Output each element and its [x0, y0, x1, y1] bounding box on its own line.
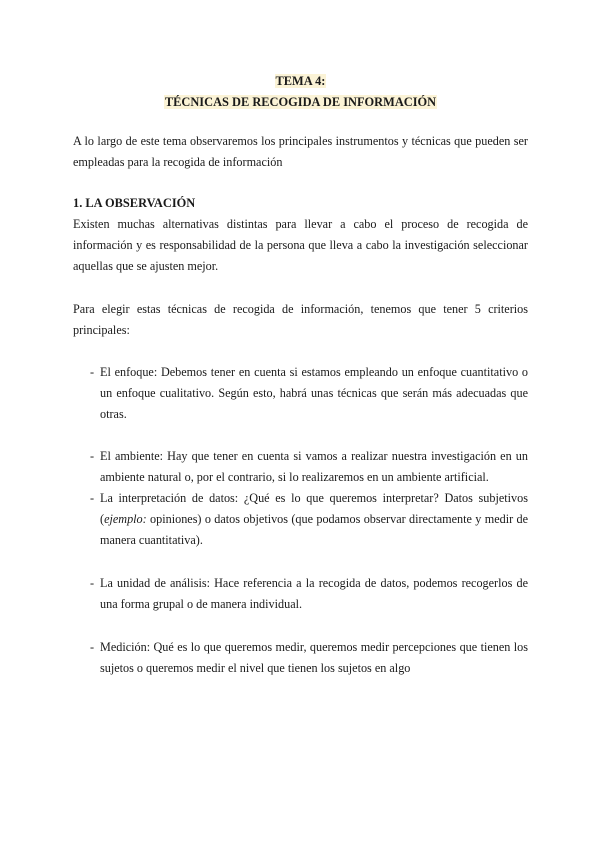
title-line-1: TEMA 4: [275, 74, 326, 88]
list-item: - El ambiente: Hay que tener en cuenta si vamos a realizar nuestra investigación en un ambiente natural o, por el contrario, si lo realizaremos en un ambiente artificial. [73, 446, 528, 488]
list-item-emphasis: ejemplo: [104, 512, 147, 526]
list-item: - El enfoque: Debemos tener en cuenta si estamos empleando un enfoque cuantitativo o un enfoque cualitativo. Según esto, habrá unas técnicas que serán más adecuadas que otras. [73, 362, 528, 425]
list-item: - La unidad de análisis: Hace referencia a la recogida de datos, podemos recogerlos de una forma grupal o de manera individual. [73, 573, 528, 615]
title-line-2: TÉCNICAS DE RECOGIDA DE INFORMACIÓN [164, 95, 437, 109]
list-item: - Medición: Qué es lo que queremos medir, queremos medir percepciones que tienen los sujetos o queremos medir el nivel que tienen los sujetos en algo [73, 637, 528, 679]
section-paragraph: Existen muchas alternativas distintas para llevar a cabo el proceso de recogida de información y es responsabilidad de la persona que lleva a cabo la investigación seleccionar aquellas que se ajusten mejor. [73, 217, 528, 273]
criteria-list [73, 362, 528, 679]
document-page [73, 71, 528, 679]
criteria-intro: Para elegir estas técnicas de recogida de información, tenemos que tener 5 criterios principales: [73, 302, 528, 337]
document-title [73, 71, 528, 112]
list-item [73, 488, 528, 551]
section-heading: 1. LA OBSERVACIÓN [73, 196, 196, 210]
intro-paragraph: A lo largo de este tema observaremos los principales instrumentos y técnicas que pueden ser empleadas para la recogida de información [73, 134, 528, 169]
list-item-text: opiniones) o datos objetivos (que podamos observar directamente y medir de manera cuantitativa). [100, 512, 528, 547]
list-item-text: La interpretación de datos: ¿Qué es lo que queremos interpretar? Datos subjetivos ( [100, 491, 528, 526]
